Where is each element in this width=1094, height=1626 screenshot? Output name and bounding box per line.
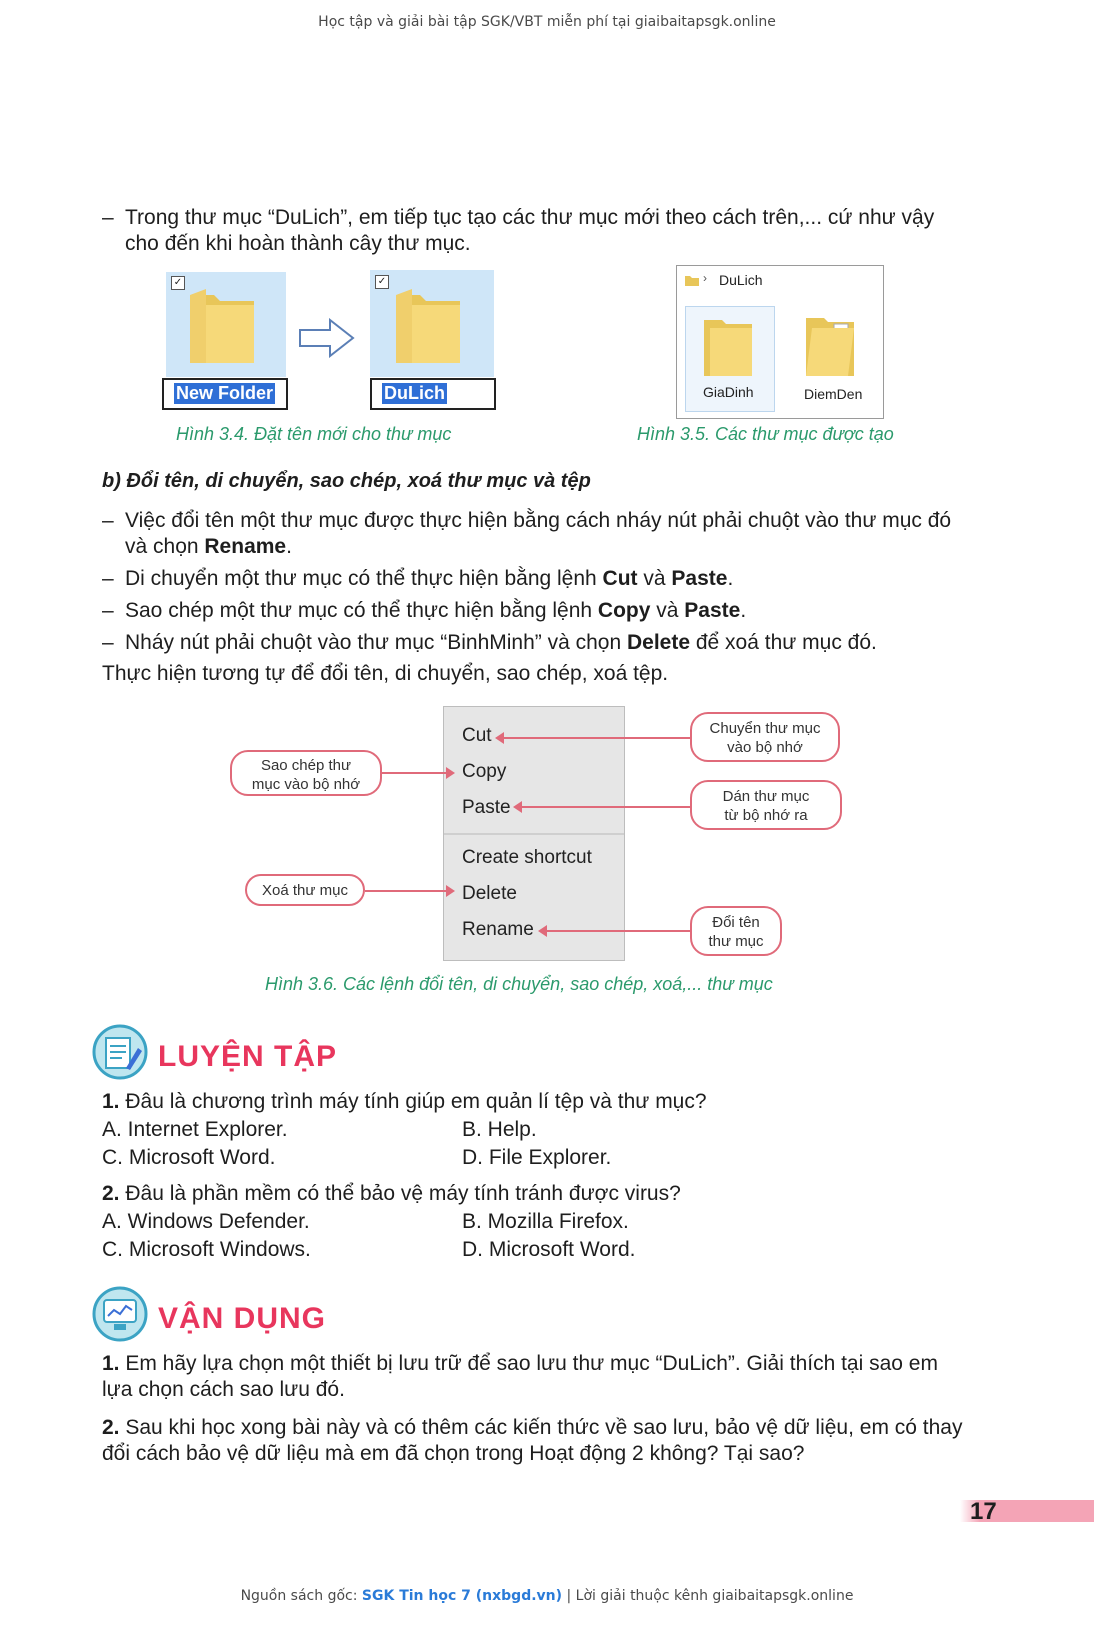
menu-item-rename[interactable]: Rename xyxy=(462,919,534,940)
menu-item-create-shortcut[interactable]: Create shortcut xyxy=(462,847,592,868)
folder-name-new: DuLich xyxy=(384,383,445,403)
page-number: 17 xyxy=(970,1498,997,1525)
connector-line xyxy=(521,806,690,808)
option-a: A. Internet Explorer. xyxy=(102,1118,288,1141)
explorer-window xyxy=(676,265,884,419)
checkbox-icon: ✓ xyxy=(375,275,389,289)
option-a: A. Windows Defender. xyxy=(102,1210,310,1233)
figure-caption: Hình 3.5. Các thư mục được tạo xyxy=(637,424,894,444)
header-note: Học tập và giải bài tập SGK/VBT miễn phí tại giaibaitapsgk.online xyxy=(318,14,776,30)
text: Di chuyển một thư mục có thể thực hiện bằng lệnh xyxy=(125,567,603,590)
folder-icon xyxy=(392,285,464,367)
dash: – xyxy=(102,509,114,532)
arrowhead-icon xyxy=(446,767,455,779)
folder-name-old: New Folder xyxy=(176,383,274,403)
section-title: LUYỆN TẬP xyxy=(158,1040,338,1073)
summary: Thực hiện tương tự để đổi tên, di chuyển, sao chép, xoá tệp. xyxy=(102,662,669,685)
computer-mascot-icon xyxy=(92,1286,148,1342)
item1-line2 xyxy=(125,534,995,560)
text: và xyxy=(650,599,685,622)
question-text: Đâu là phần mềm có thể bảo vệ máy tính tránh được virus? xyxy=(119,1182,681,1205)
question-number: 2. xyxy=(102,1182,120,1205)
option-d: D. Microsoft Word. xyxy=(462,1238,636,1261)
arrowhead-icon xyxy=(513,801,522,813)
callout-text: từ bộ nhớ ra xyxy=(724,807,808,824)
text: và chọn xyxy=(125,535,205,558)
callout-text: thư mục xyxy=(708,933,764,950)
connector-line xyxy=(365,890,446,892)
notepad-pencil-icon xyxy=(92,1024,148,1080)
menu-item-delete[interactable]: Delete xyxy=(462,883,517,904)
intro-line1: Trong thư mục “DuLich”, em tiếp tục tạo các thư mục mới theo cách trên,... cứ như vậy xyxy=(125,206,935,229)
text: để xoá thư mục đó. xyxy=(690,631,877,654)
section-title: VẬN DỤNG xyxy=(158,1302,327,1335)
question-number: 2. xyxy=(102,1416,120,1439)
callout-copy xyxy=(230,750,382,796)
bold-text: Copy xyxy=(597,599,651,622)
bold-text: Delete xyxy=(627,631,691,654)
item1-line1: Việc đổi tên một thư mục được thực hiện bằng cách nháy nút phải chuột vào thư mục đó xyxy=(125,509,952,532)
arrowhead-icon xyxy=(495,732,504,744)
apply-question-1 xyxy=(102,1352,1002,1376)
chevron-right-icon: › xyxy=(703,271,707,285)
callout-text: Đổi tên xyxy=(712,914,760,931)
callout-rename xyxy=(690,906,782,956)
apply-question-2-line2: đổi cách bảo vệ dữ liệu mà em đã chọn trong Hoạt động 2 không? Tại sao? xyxy=(102,1442,805,1465)
bold-text: Cut xyxy=(602,567,638,590)
breadcrumb-folder[interactable]: DuLich xyxy=(719,272,763,288)
callout-text: mục vào bộ nhớ xyxy=(251,776,361,793)
question-number: 1. xyxy=(102,1090,120,1113)
folder-icon xyxy=(186,285,258,367)
folder-icon xyxy=(702,314,754,378)
text: . xyxy=(740,599,747,622)
folder-label-giadinh[interactable]: GiaDinh xyxy=(703,384,754,400)
menu-item-paste[interactable]: Paste xyxy=(462,797,511,818)
checkbox-icon: ✓ xyxy=(171,276,185,290)
folder-small-icon xyxy=(685,274,699,286)
page-number-band xyxy=(960,1498,1094,1525)
footer-text: | Lời giải thuộc kênh giaibaitapsgk.online xyxy=(562,1588,854,1604)
option-b: B. Help. xyxy=(462,1118,537,1141)
bold-text: Paste xyxy=(684,599,741,622)
menu-item-copy[interactable]: Copy xyxy=(462,761,507,782)
bold-text: Rename xyxy=(204,535,287,558)
arrowhead-icon xyxy=(446,885,455,897)
text: Sao chép một thư mục có thể thực hiện bằng lệnh xyxy=(125,599,598,622)
footer-note xyxy=(0,1588,1094,1604)
dash: – xyxy=(102,631,114,654)
arrow-right-icon xyxy=(298,318,356,358)
apply-question-1-line2: lựa chọn cách sao lưu đó. xyxy=(102,1378,345,1401)
text: Nháy nút phải chuột vào thư mục “BinhMinh” và chọn xyxy=(125,631,627,654)
connector-line xyxy=(382,772,446,774)
text: . xyxy=(727,567,734,590)
menu-item-cut[interactable]: Cut xyxy=(462,725,492,746)
item3 xyxy=(125,598,995,624)
question-text: Em hãy lựa chọn một thiết bị lưu trữ để sao lưu thư mục “DuLich”. Giải thích tại sao em xyxy=(119,1352,938,1375)
text: và xyxy=(637,567,672,590)
dash: – xyxy=(102,599,114,622)
question-text: Đâu là chương trình máy tính giúp em quản lí tệp và thư mục? xyxy=(119,1090,707,1113)
callout-paste xyxy=(690,780,842,830)
figure-caption: Hình 3.6. Các lệnh đổi tên, di chuyển, sao chép, xoá,... thư mục xyxy=(265,974,773,994)
callout-text: Chuyển thư mục xyxy=(709,720,821,737)
rename-box-old[interactable] xyxy=(162,378,288,410)
apply-question-2 xyxy=(102,1416,1002,1440)
question-1 xyxy=(102,1090,707,1114)
intro-line2: cho đến khi hoàn thành cây thư mục. xyxy=(125,232,471,255)
connector-line xyxy=(503,737,690,739)
callout-cut xyxy=(690,712,840,762)
item4 xyxy=(125,630,995,656)
callout-text: Xoá thư mục xyxy=(262,882,348,899)
question-text: Sau khi học xong bài này và có thêm các kiến thức về sao lưu, bảo vệ dữ liệu, em có thay xyxy=(119,1416,963,1439)
folder-label-diemden[interactable]: DiemDen xyxy=(804,386,863,402)
dash: – xyxy=(102,206,114,229)
callout-text: Dán thư mục xyxy=(722,788,810,805)
connector-line xyxy=(546,930,690,932)
footer-source-link[interactable]: SGK Tin học 7 (nxbgd.vn) xyxy=(361,1588,563,1604)
option-c: C. Microsoft Word. xyxy=(102,1146,276,1169)
option-b: B. Mozilla Firefox. xyxy=(462,1210,629,1233)
arrowhead-icon xyxy=(538,925,547,937)
question-2 xyxy=(102,1182,681,1206)
bold-text: Paste xyxy=(671,567,728,590)
callout-text: Sao chép thư xyxy=(260,757,352,774)
callout-delete xyxy=(245,874,365,906)
question-number: 1. xyxy=(102,1352,120,1375)
rename-box-new[interactable] xyxy=(370,378,496,410)
item2 xyxy=(125,566,995,592)
option-d: D. File Explorer. xyxy=(462,1146,612,1169)
context-menu xyxy=(443,706,625,961)
section-heading: b) Đổi tên, di chuyển, sao chép, xoá thư mục và tệp xyxy=(102,470,591,492)
menu-divider xyxy=(444,833,624,835)
footer-text: Nguồn sách gốc: xyxy=(240,1588,362,1604)
folder-with-files-icon xyxy=(804,312,858,378)
option-c: C. Microsoft Windows. xyxy=(102,1238,311,1261)
callout-text: vào bộ nhớ xyxy=(727,739,803,756)
text: . xyxy=(286,535,292,558)
figure-caption: Hình 3.4. Đặt tên mới cho thư mục xyxy=(176,424,452,444)
dash: – xyxy=(102,567,114,590)
